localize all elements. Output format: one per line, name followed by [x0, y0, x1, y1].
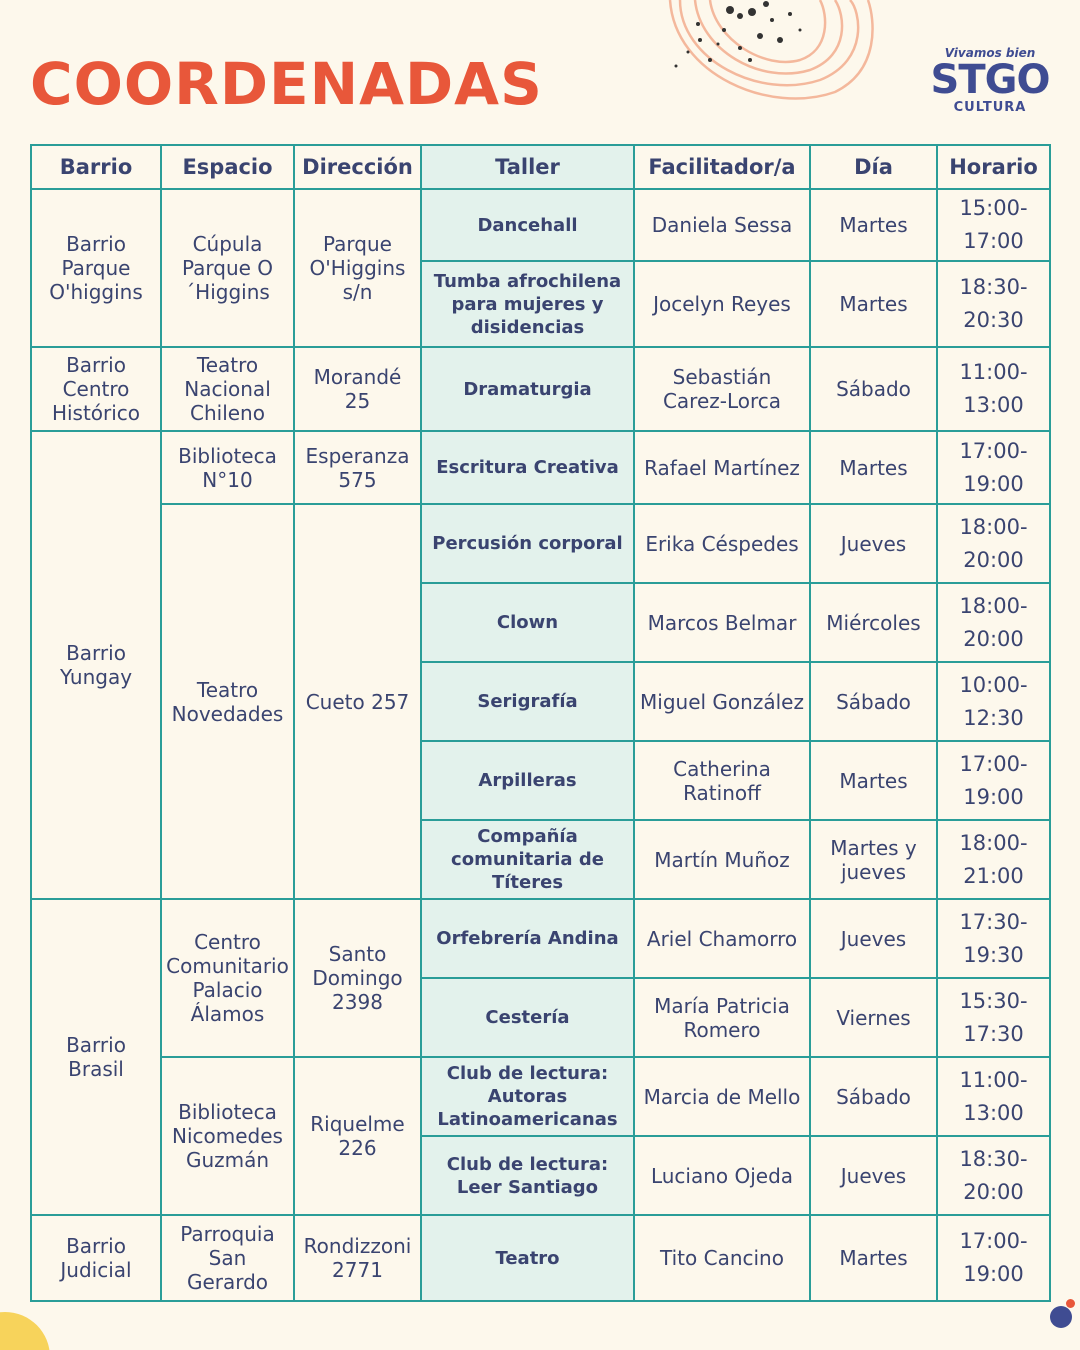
horario-cell: 10:00-12:30	[937, 662, 1050, 741]
espacio-cell: Biblioteca Nicomedes Guzmán	[161, 1057, 294, 1215]
espacio-cell: Teatro Novedades	[161, 504, 294, 899]
taller-cell: Clown	[421, 583, 634, 662]
barrio-cell: Barrio Judicial	[31, 1215, 161, 1301]
barrio-cell: Barrio Yungay	[31, 431, 161, 899]
taller-cell: Compañía comunitaria de Títeres	[421, 820, 634, 899]
taller-cell: Teatro	[421, 1215, 634, 1301]
decorative-sun-icon	[0, 1312, 50, 1350]
horario-cell: 17:00-19:00	[937, 741, 1050, 820]
horario-cell: 15:30-17:30	[937, 978, 1050, 1057]
header-barrio: Barrio	[31, 145, 161, 189]
header-taller: Taller	[421, 145, 634, 189]
facilitador-cell: Erika Céspedes	[634, 504, 810, 583]
direccion-cell: Parque O'Higgins s/n	[294, 189, 421, 347]
schedule-table	[30, 144, 1051, 1302]
taller-cell: Orfebrería Andina	[421, 899, 634, 978]
horario-cell: 18:30-20:30	[937, 261, 1050, 347]
dia-cell: Sábado	[810, 662, 937, 741]
direccion-cell: Cueto 257	[294, 504, 421, 899]
direccion-cell: Morandé 25	[294, 347, 421, 431]
header-dia: Día	[810, 145, 937, 189]
header-direccion: Dirección	[294, 145, 421, 189]
dia-cell: Martes	[810, 189, 937, 261]
barrio-cell: Barrio Parque O'higgins	[31, 189, 161, 347]
table-row	[31, 431, 1050, 504]
dia-cell: Martes	[810, 431, 937, 504]
espacio-cell: Cúpula Parque O´Higgins	[161, 189, 294, 347]
taller-cell: Club de lectura: Autoras Latinoamericanas	[421, 1057, 634, 1136]
taller-cell: Club de lectura: Leer Santiago	[421, 1136, 634, 1215]
horario-cell: 18:00-20:00	[937, 583, 1050, 662]
table-row	[31, 189, 1050, 261]
direccion-cell: Santo Domingo 2398	[294, 899, 421, 1057]
taller-cell: Dancehall	[421, 189, 634, 261]
taller-cell: Arpilleras	[421, 741, 634, 820]
table-row	[31, 347, 1050, 431]
dia-cell: Jueves	[810, 899, 937, 978]
facilitador-cell: Ariel Chamorro	[634, 899, 810, 978]
facilitador-cell: Miguel González	[634, 662, 810, 741]
horario-cell: 18:00-21:00	[937, 820, 1050, 899]
facilitador-cell: Martín Muñoz	[634, 820, 810, 899]
horario-cell: 11:00-13:00	[937, 347, 1050, 431]
barrio-cell: Barrio Centro Histórico	[31, 347, 161, 431]
espacio-cell: Centro Comunitario Palacio Álamos	[161, 899, 294, 1057]
taller-cell: Tumba afrochilena para mujeres y disidencias	[421, 261, 634, 347]
table-header-row	[31, 145, 1050, 189]
dia-cell: Martes y jueves	[810, 820, 937, 899]
horario-cell: 11:00-13:00	[937, 1057, 1050, 1136]
taller-cell: Dramaturgia	[421, 347, 634, 431]
facilitador-cell: Luciano Ojeda	[634, 1136, 810, 1215]
taller-cell: Escritura Creativa	[421, 431, 634, 504]
dia-cell: Jueves	[810, 1136, 937, 1215]
decorative-swirl-icon	[640, 0, 880, 110]
facilitador-cell: Jocelyn Reyes	[634, 261, 810, 347]
facilitador-cell: María Patricia Romero	[634, 978, 810, 1057]
facilitador-cell: Tito Cancino	[634, 1215, 810, 1301]
logo-tagline: Vivamos bien	[944, 46, 1036, 60]
facilitador-cell: Marcos Belmar	[634, 583, 810, 662]
stgo-cultura-logo	[928, 46, 1052, 115]
facilitador-cell: Marcia de Mello	[634, 1057, 810, 1136]
dia-cell: Miércoles	[810, 583, 937, 662]
horario-cell: 17:30-19:30	[937, 899, 1050, 978]
facilitador-cell: Daniela Sessa	[634, 189, 810, 261]
direccion-cell: Rondizzoni 2771	[294, 1215, 421, 1301]
taller-cell: Cestería	[421, 978, 634, 1057]
dia-cell: Sábado	[810, 1057, 937, 1136]
espacio-cell: Parroquia San Gerardo	[161, 1215, 294, 1301]
table-row	[31, 1057, 1050, 1136]
logo-sub: CULTURA	[953, 100, 1027, 115]
taller-cell: Percusión corporal	[421, 504, 634, 583]
taller-cell: Serigrafía	[421, 662, 634, 741]
decorative-dot-icon	[1050, 1306, 1072, 1328]
direccion-cell: Riquelme 226	[294, 1057, 421, 1215]
dia-cell: Martes	[810, 741, 937, 820]
header-horario: Horario	[937, 145, 1050, 189]
facilitador-cell: Sebastián Carez-Lorca	[634, 347, 810, 431]
table-row	[31, 899, 1050, 978]
espacio-cell: Biblioteca N°10	[161, 431, 294, 504]
page-title: COORDENADAS	[30, 50, 543, 118]
horario-cell: 15:00-17:00	[937, 189, 1050, 261]
barrio-cell: Barrio Brasil	[31, 899, 161, 1215]
dia-cell: Jueves	[810, 504, 937, 583]
espacio-cell: Teatro Nacional Chileno	[161, 347, 294, 431]
direccion-cell: Esperanza 575	[294, 431, 421, 504]
header-espacio: Espacio	[161, 145, 294, 189]
facilitador-cell: Rafael Martínez	[634, 431, 810, 504]
header-facilitador: Facilitador/a	[634, 145, 810, 189]
table-row	[31, 504, 1050, 583]
facilitador-cell: Catherina Ratinoff	[634, 741, 810, 820]
table-row	[31, 1215, 1050, 1301]
horario-cell: 17:00-19:00	[937, 431, 1050, 504]
horario-cell: 18:00-20:00	[937, 504, 1050, 583]
logo-name: STGO	[930, 57, 1050, 103]
horario-cell: 17:00-19:00	[937, 1215, 1050, 1301]
dia-cell: Martes	[810, 261, 937, 347]
horario-cell: 18:30-20:00	[937, 1136, 1050, 1215]
dia-cell: Sábado	[810, 347, 937, 431]
dia-cell: Martes	[810, 1215, 937, 1301]
decorative-small-dot-icon	[1066, 1299, 1075, 1308]
dia-cell: Viernes	[810, 978, 937, 1057]
